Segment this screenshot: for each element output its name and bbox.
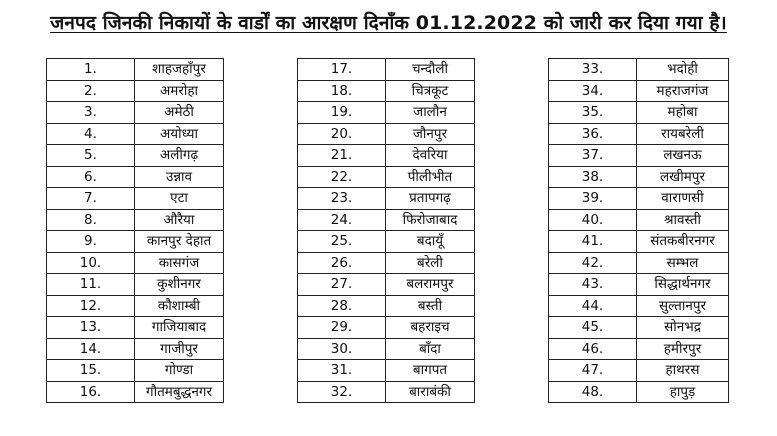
table-row (549, 252, 729, 274)
district-name: बस्ती (386, 295, 475, 317)
table-row (549, 188, 729, 210)
table-row (298, 102, 475, 124)
table-row (47, 231, 224, 253)
serial-number: 16. (47, 381, 135, 403)
district-name: बाराबंकी (386, 381, 475, 403)
serial-number: 13. (47, 317, 135, 339)
table-row (549, 295, 729, 317)
serial-number: 21. (298, 145, 386, 167)
table-row (47, 381, 224, 403)
serial-number: 8. (47, 209, 135, 231)
serial-number: 22. (298, 166, 386, 188)
district-name: हापुड़ (637, 381, 729, 403)
district-name: अमरोहा (135, 80, 224, 102)
serial-number: 32. (298, 381, 386, 403)
serial-number: 31. (298, 360, 386, 382)
table-row (298, 317, 475, 339)
serial-number: 23. (298, 188, 386, 210)
serial-number: 19. (298, 102, 386, 124)
district-name: महोबा (637, 102, 729, 124)
table-row (47, 295, 224, 317)
district-name: गाजियाबाद (135, 317, 224, 339)
district-name: हमीरपुर (637, 338, 729, 360)
serial-number: 45. (549, 317, 637, 339)
district-name: फिरोजाबाद (386, 209, 475, 231)
district-table-1 (46, 58, 224, 403)
serial-number: 34. (549, 80, 637, 102)
district-name: अमेठी (135, 102, 224, 124)
district-name: सिद्धार्थनगर (637, 274, 729, 296)
district-name: जौनपुर (386, 123, 475, 145)
district-name: हाथरस (637, 360, 729, 382)
district-name: श्रावस्ती (637, 209, 729, 231)
table-row (549, 274, 729, 296)
table-row (298, 145, 475, 167)
table-row (549, 360, 729, 382)
table-row (298, 59, 475, 81)
serial-number: 3. (47, 102, 135, 124)
table-row (549, 209, 729, 231)
serial-number: 10. (47, 252, 135, 274)
table-row (549, 123, 729, 145)
table-row (47, 317, 224, 339)
serial-number: 37. (549, 145, 637, 167)
table-row (298, 80, 475, 102)
district-name: शाहजहाँपुर (135, 59, 224, 81)
table-row (47, 274, 224, 296)
district-name: प्रतापगढ़ (386, 188, 475, 210)
table-row (47, 80, 224, 102)
page-title: जनपद जिनकी निकायों के वार्डों का आरक्षण दिनाँक 01.12.2022 को जारी कर दिया गया है। (50, 12, 727, 34)
table-row (549, 381, 729, 403)
district-name: गोण्डा (135, 360, 224, 382)
table-row (47, 209, 224, 231)
table-row (298, 209, 475, 231)
serial-number: 48. (549, 381, 637, 403)
table-row (47, 123, 224, 145)
district-name: सम्भल (637, 252, 729, 274)
serial-number: 18. (298, 80, 386, 102)
serial-number: 24. (298, 209, 386, 231)
district-name: उन्नाव (135, 166, 224, 188)
serial-number: 42. (549, 252, 637, 274)
serial-number: 46. (549, 338, 637, 360)
district-name: गाजीपुर (135, 338, 224, 360)
serial-number: 33. (549, 59, 637, 81)
district-name: लखीमपुर (637, 166, 729, 188)
district-name: औरैया (135, 209, 224, 231)
serial-number: 20. (298, 123, 386, 145)
district-name: सोनभद्र (637, 317, 729, 339)
district-name: बदायूँ (386, 231, 475, 253)
serial-number: 43. (549, 274, 637, 296)
serial-number: 36. (549, 123, 637, 145)
serial-number: 26. (298, 252, 386, 274)
serial-number: 25. (298, 231, 386, 253)
table-row (298, 274, 475, 296)
table-row (298, 338, 475, 360)
serial-number: 17. (298, 59, 386, 81)
district-name: महराजगंज (637, 80, 729, 102)
table-row (549, 231, 729, 253)
table-row (47, 188, 224, 210)
district-table-3 (548, 58, 729, 403)
district-name: वाराणसी (637, 188, 729, 210)
serial-number: 29. (298, 317, 386, 339)
district-name: भदोही (637, 59, 729, 81)
district-name: बलरामपुर (386, 274, 475, 296)
district-name: कानपुर देहात (135, 231, 224, 253)
table-row (549, 166, 729, 188)
serial-number: 41. (549, 231, 637, 253)
serial-number: 40. (549, 209, 637, 231)
district-name: लखनऊ (637, 145, 729, 167)
serial-number: 5. (47, 145, 135, 167)
table-row (298, 295, 475, 317)
serial-number: 12. (47, 295, 135, 317)
serial-number: 9. (47, 231, 135, 253)
table-row (47, 252, 224, 274)
serial-number: 35. (549, 102, 637, 124)
table-row (47, 145, 224, 167)
table-row (298, 381, 475, 403)
serial-number: 44. (549, 295, 637, 317)
table-row (549, 80, 729, 102)
district-name: एटा (135, 188, 224, 210)
serial-number: 6. (47, 166, 135, 188)
district-name: बरेली (386, 252, 475, 274)
district-name: सुल्तानपुर (637, 295, 729, 317)
district-name: देवरिया (386, 145, 475, 167)
serial-number: 15. (47, 360, 135, 382)
table-row (298, 188, 475, 210)
table-row (549, 59, 729, 81)
serial-number: 14. (47, 338, 135, 360)
district-name: बाँदा (386, 338, 475, 360)
serial-number: 47. (549, 360, 637, 382)
district-name: कासगंज (135, 252, 224, 274)
table-row (549, 145, 729, 167)
district-name: बहराइच (386, 317, 475, 339)
district-name: कुशीनगर (135, 274, 224, 296)
district-name: चन्दौली (386, 59, 475, 81)
serial-number: 30. (298, 338, 386, 360)
district-name: कौशाम्बी (135, 295, 224, 317)
district-name: जालौन (386, 102, 475, 124)
district-name: गौतमबुद्धनगर (135, 381, 224, 403)
table-row (47, 166, 224, 188)
serial-number: 28. (298, 295, 386, 317)
serial-number: 2. (47, 80, 135, 102)
table-row (47, 338, 224, 360)
district-table-2 (297, 58, 475, 403)
table-row (47, 360, 224, 382)
district-name: पीलीभीत (386, 166, 475, 188)
table-row (549, 102, 729, 124)
district-name: संतकबीरनगर (637, 231, 729, 253)
table-row (298, 252, 475, 274)
table-row (298, 166, 475, 188)
district-name: बागपत (386, 360, 475, 382)
table-row (298, 123, 475, 145)
table-row (298, 360, 475, 382)
serial-number: 27. (298, 274, 386, 296)
district-name: अयोध्या (135, 123, 224, 145)
table-row (549, 317, 729, 339)
table-row (47, 59, 224, 81)
serial-number: 11. (47, 274, 135, 296)
serial-number: 38. (549, 166, 637, 188)
serial-number: 39. (549, 188, 637, 210)
district-name: अलीगढ़ (135, 145, 224, 167)
table-row (549, 338, 729, 360)
serial-number: 7. (47, 188, 135, 210)
table-row (47, 102, 224, 124)
serial-number: 1. (47, 59, 135, 81)
district-name: रायबरेली (637, 123, 729, 145)
serial-number: 4. (47, 123, 135, 145)
table-row (298, 231, 475, 253)
district-name: चित्रकूट (386, 80, 475, 102)
